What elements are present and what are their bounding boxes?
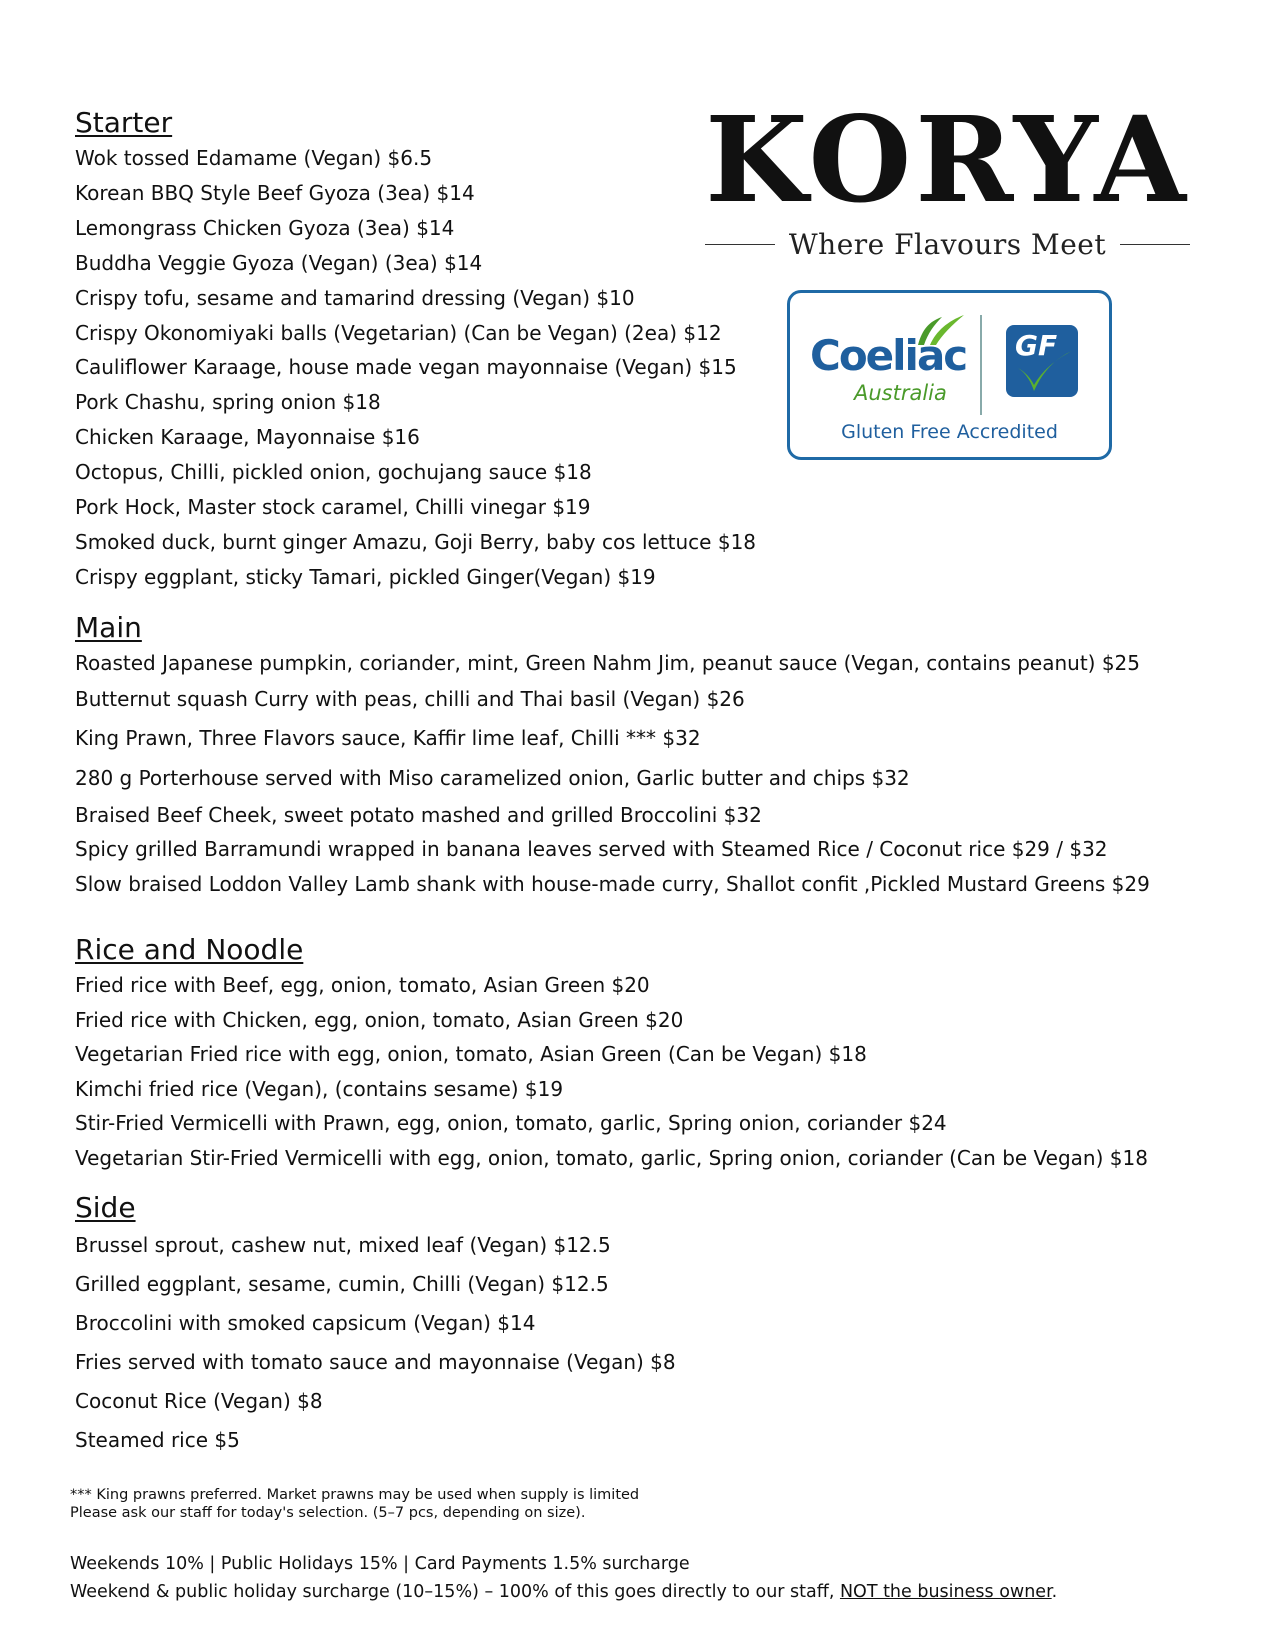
menu-item: Crispy eggplant, sticky Tamari, pickled Ginger(Vegan) $19: [75, 564, 656, 589]
starter-list: [75, 141, 756, 595]
rice-noodle-list: [75, 968, 1148, 1176]
menu-item: Fried rice with Beef, egg, onion, tomato, Asian Green $20: [75, 973, 650, 997]
menu-item: King Prawn, Three Flavors sauce, Kaffir lime leaf, Chilli *** $32: [75, 725, 701, 750]
brand-logo: [705, 90, 1190, 261]
main-section: [75, 610, 1150, 901]
main-title: Main: [75, 611, 142, 644]
check-leaf-icon: [1012, 349, 1074, 393]
menu-item: Cauliflower Karaage, house made vegan mayonnaise (Vegan) $15: [75, 355, 737, 380]
menu-item: Wok tossed Edamame (Vegan) $6.5: [75, 146, 433, 170]
menu-item: Buddha Veggie Gyoza (Vegan) (3ea) $14: [75, 250, 483, 275]
surcharge-line-2: [70, 1578, 1057, 1606]
side-title: Side: [75, 1191, 136, 1224]
menu-item: Korean BBQ Style Beef Gyoza (3ea) $14: [75, 180, 475, 205]
menu-item: Fries served with tomato sauce and mayonnaise (Vegan) $8: [75, 1350, 676, 1374]
brand-name: KORYA: [705, 90, 1190, 229]
main-list: [75, 646, 1150, 901]
menu-item: Lemongrass Chicken Gyoza (3ea) $14: [75, 215, 455, 240]
menu-item: Chicken Karaage, Mayonnaise $16: [75, 425, 420, 450]
surcharge-notice: [70, 1550, 1057, 1606]
menu-item: Pork Chashu, spring onion $18: [75, 390, 381, 415]
rice-noodle-section: [75, 932, 1148, 1176]
menu-item: Brussel sprout, cashew nut, mixed leaf (Vegan) $12.5: [75, 1233, 611, 1257]
gf-text: GF: [1015, 329, 1058, 362]
menu-item: Broccolini with smoked capsicum (Vegan) $14: [75, 1311, 536, 1335]
menu-item: Braised Beef Cheek, sweet potato mashed and grilled Broccolini $32: [75, 802, 762, 827]
tagline-row: [705, 228, 1190, 261]
menu-item: Pork Hock, Master stock caramel, Chilli vinegar $19: [75, 495, 591, 520]
menu-item: Spicy grilled Barramundi wrapped in banana leaves served with Steamed Rice / Coconut rice $29 / $32: [75, 837, 1108, 861]
menu-item: Crispy tofu, sesame and tamarind dressing (Vegan) $10: [75, 285, 635, 310]
menu-item: 280 g Porterhouse served with Miso caramelized onion, Garlic butter and chips $32: [75, 765, 910, 790]
menu-item: Fried rice with Chicken, egg, onion, tomato, Asian Green $20: [75, 1007, 684, 1032]
menu-item: Crispy Okonomiyaki balls (Vegetarian) (Can be Vegan) (2ea) $12: [75, 320, 722, 345]
prawn-footnote: [70, 1486, 639, 1522]
menu-item: Roasted Japanese pumpkin, coriander, mint, Green Nahm Jim, peanut sauce (Vegan, contains peanut) $25: [75, 651, 1141, 675]
surcharge-line-2-end: .: [1051, 1582, 1058, 1602]
menu-item: Stir-Fried Vermicelli with Prawn, egg, onion, tomato, garlic, Spring onion, coriander $24: [75, 1111, 947, 1136]
rice-noodle-title: Rice and Noodle: [75, 933, 304, 966]
menu-item: Grilled eggplant, sesame, cumin, Chilli (Vegan) $12.5: [75, 1272, 609, 1296]
australia-wordmark: Australia: [854, 381, 947, 405]
side-section: [75, 1190, 676, 1460]
badge-divider: [980, 315, 982, 415]
tagline-rule-right: [1120, 244, 1190, 246]
coeliac-badge: [787, 290, 1112, 460]
menu-item: Vegetarian Stir-Fried Vermicelli with egg, onion, tomato, garlic, Spring onion, coriander (Can be Vegan) $18: [75, 1145, 1148, 1170]
menu-item: Kimchi fried rice (Vegan), (contains sesame) $19: [75, 1076, 564, 1101]
tagline: Where Flavours Meet: [788, 228, 1107, 261]
footnote-line-2: Please ask our staff for today's selection. (5–7 pcs, depending on size).: [70, 1505, 586, 1521]
starter-title: Starter: [75, 106, 173, 139]
tagline-rule-left: [705, 244, 775, 246]
accredited-text: Gluten Free Accredited: [841, 421, 1058, 443]
menu-item: Butternut squash Curry with peas, chilli and Thai basil (Vegan) $26: [75, 686, 745, 711]
menu-item: Coconut Rice (Vegan) $8: [75, 1389, 323, 1413]
menu-item: Vegetarian Fried rice with egg, onion, tomato, Asian Green (Can be Vegan) $18: [75, 1042, 867, 1067]
side-list: [75, 1226, 676, 1460]
surcharge-emphasis: NOT the business owner: [839, 1582, 1052, 1602]
menu-item: Steamed rice $5: [75, 1428, 240, 1452]
surcharge-line-2-text: Weekend & public holiday surcharge (10–15%) – 100% of this goes directly to our staff,: [70, 1582, 840, 1602]
menu-item: Octopus, Chilli, pickled onion, gochujang sauce $18: [75, 460, 592, 485]
gf-logo: [1006, 325, 1078, 397]
starter-section: [75, 105, 756, 595]
menu-item: Smoked duck, burnt ginger Amazu, Goji Berry, baby cos lettuce $18: [75, 529, 757, 554]
coeliac-wordmark: Coeliac: [810, 331, 967, 380]
surcharge-line-1: Weekends 10% | Public Holidays 15% | Card Payments 1.5% surcharge: [70, 1554, 690, 1574]
footnote-line-1: *** King prawns preferred. Market prawns may be used when supply is limited: [70, 1487, 640, 1503]
menu-item: Slow braised Loddon Valley Lamb shank with house-made curry, Shallot confit ,Pickled Mustard Greens $29: [75, 871, 1150, 896]
